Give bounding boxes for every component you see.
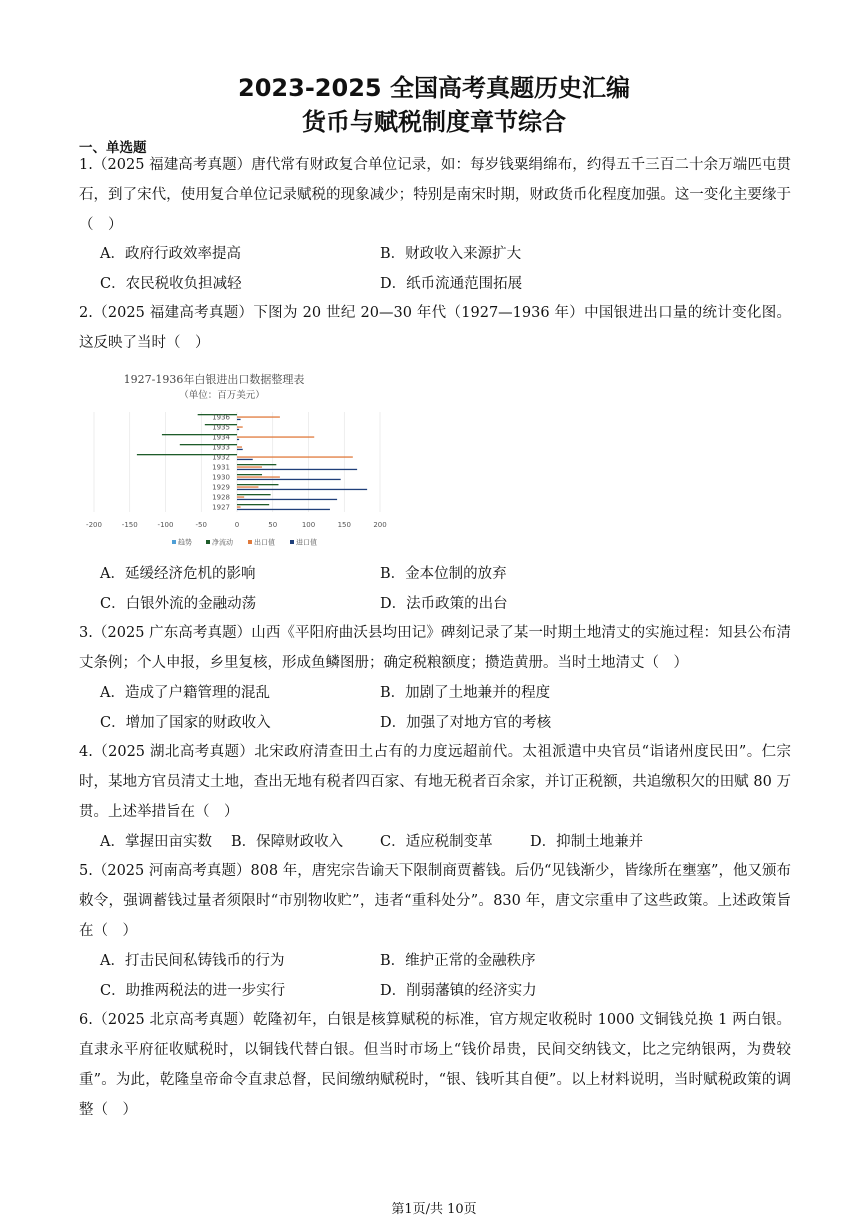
legend-swatch bbox=[206, 540, 210, 544]
q2-option-b: B．金本位制的放弃 bbox=[380, 566, 507, 582]
q3-option-b: B．加剧了土地兼并的程度 bbox=[380, 685, 551, 701]
bar-2-1936 bbox=[237, 419, 241, 420]
question-5-stem: 5.（2025 河南高考真题）808 年，唐宪宗告谕天下限制商贾蓄钱。后仍“见钱渐少，皆缘所在壅塞”，他又颁布敕令，强调蓄钱过量者须限时“市别物收贮”，违者“重科处分”。830 年，唐文宗重申了这些政策。上述政策旨在（ ） bbox=[79, 863, 791, 939]
bar-2-1927 bbox=[237, 509, 330, 510]
silver-trade-chart bbox=[82, 368, 392, 553]
bar-1-1931 bbox=[237, 466, 262, 467]
y-tick-label: 1930 bbox=[212, 473, 230, 482]
section-heading: 一、单选题 bbox=[79, 140, 147, 156]
legend-label: 净流动 bbox=[212, 538, 233, 547]
bar-1-1929 bbox=[237, 486, 258, 487]
x-tick-label: -50 bbox=[195, 521, 207, 529]
chart-y-labels bbox=[212, 413, 230, 511]
bar-0-1931 bbox=[237, 464, 276, 465]
q5-option-b: B．维护正常的金融秩序 bbox=[380, 953, 536, 969]
y-tick-label: 1927 bbox=[212, 503, 230, 512]
chart-subtitle: （单位：百万美元） bbox=[179, 390, 265, 401]
bar-0-1930 bbox=[237, 474, 262, 475]
q1-option-d: D．纸币流通范围拓展 bbox=[380, 276, 523, 292]
bar-2-1933 bbox=[237, 449, 243, 450]
question-4-stem: 4.（2025 湖北高考真题）北宋政府清查田土占有的力度远超前代。太祖派遣中央官员“诣诸州度民田”。仁宗时，某地方官员清丈土地，查出无地有税者四百家、有地无税者百余家，并订正税额，共追缴积欠的田赋 80 万贯。上述举措旨在（ ） bbox=[79, 744, 791, 820]
legend-label: 进口值 bbox=[296, 538, 317, 547]
question-6-stem: 6.（2025 北京高考真题）乾隆初年，白银是核算赋税的标准，官方规定收税时 1000 文铜钱兑换 1 两白银。直隶永平府征收赋税时，以铜钱代替白银。但当时市场上“钱价昂贵，民间交纳钱文，比之完纳银两，为费较重”。为此，乾隆皇帝命令直隶总督，民间缴纳赋税时，“银、钱听其自便”。以上材料说明，当时赋税政策的调整（ ） bbox=[79, 1012, 791, 1118]
y-tick-label: 1935 bbox=[212, 423, 230, 432]
bar-2-1930 bbox=[237, 479, 341, 480]
chart-x-labels bbox=[86, 521, 387, 529]
doc-title-line2: 货币与赋税制度章节综合 bbox=[302, 108, 566, 136]
q4-option-b: B．保障财政收入 bbox=[231, 834, 344, 850]
x-tick-label: -100 bbox=[157, 521, 174, 529]
x-tick-label: 50 bbox=[268, 521, 278, 529]
y-tick-label: 1936 bbox=[212, 413, 230, 422]
q5-option-c: C．助推两税法的进一步实行 bbox=[100, 983, 286, 999]
y-tick-label: 1933 bbox=[212, 443, 230, 452]
bar-0-1928 bbox=[237, 494, 271, 495]
chart-legend bbox=[172, 538, 317, 547]
y-tick-label: 1931 bbox=[212, 463, 230, 472]
bar-1-1930 bbox=[237, 476, 280, 477]
q3-option-c: C．增加了国家的财政收入 bbox=[100, 715, 271, 731]
page-footer: 第1页/共 10页 bbox=[391, 1202, 477, 1217]
x-tick-label: -200 bbox=[86, 521, 102, 529]
q2-option-a: A．延缓经济危机的影响 bbox=[100, 566, 256, 582]
legend-label: 出口值 bbox=[254, 538, 275, 547]
x-tick-label: 0 bbox=[234, 521, 240, 529]
bar-1-1932 bbox=[237, 456, 353, 457]
q2-option-d: D．法币政策的出台 bbox=[380, 596, 508, 612]
q2-option-c: C．白银外流的金融动荡 bbox=[100, 596, 257, 612]
q1-option-b: B．财政收入来源扩大 bbox=[380, 246, 522, 262]
question-2-stem: 2.（2025 福建高考真题）下图为 20 世纪 20—30 年代（1927—1936 年）中国银进出口量的统计变化图。这反映了当时（ ） bbox=[79, 305, 791, 351]
bar-2-1928 bbox=[237, 499, 337, 500]
y-tick-label: 1932 bbox=[212, 453, 230, 462]
y-tick-label: 1934 bbox=[212, 433, 230, 442]
y-tick-label: 1929 bbox=[212, 483, 230, 492]
y-tick-label: 1928 bbox=[212, 493, 230, 502]
q5-option-a: A．打击民间私铸钱币的行为 bbox=[100, 953, 285, 969]
question-3-stem: 3.（2025 广东高考真题）山西《平阳府曲沃县均田记》碑刻记录了某一时期土地清丈的实施过程：知县公布清丈条例；个人申报，乡里复核，形成鱼鳞图册；确定税粮额度；攒造黄册。当时土地清丈（ ） bbox=[79, 625, 791, 671]
q4-option-c: C．适应税制变革 bbox=[380, 834, 493, 850]
q3-option-a: A．造成了户籍管理的混乱 bbox=[100, 685, 270, 701]
question-1-stem: 1.（2025 福建高考真题）唐代常有财政复合单位记录，如：每岁钱粟绢绵布，约得五千三百二十余万端匹屯贯石，到了宋代，使用复合单位记录赋税的现象减少；特别是南宋时期，财政货币化程度加强。这一变化主要缘于（ ） bbox=[79, 157, 791, 233]
q4-option-a: A．掌握田亩实数 bbox=[100, 834, 212, 850]
legend-swatch bbox=[172, 540, 176, 544]
bar-2-1932 bbox=[237, 459, 253, 460]
bar-1-1927 bbox=[237, 506, 241, 507]
x-tick-label: 150 bbox=[337, 521, 351, 529]
bar-2-1934 bbox=[237, 439, 239, 440]
q1-option-c: C．农民税收负担减轻 bbox=[100, 276, 242, 292]
x-tick-label: 100 bbox=[301, 521, 316, 529]
legend-swatch bbox=[290, 540, 294, 544]
legend-swatch bbox=[248, 540, 252, 544]
q4-option-d: D．抑制土地兼并 bbox=[530, 834, 644, 850]
doc-title-line1: 2023-2025 全国高考真题历史汇编 bbox=[238, 74, 630, 102]
q3-option-d: D．加强了对地方官的考核 bbox=[380, 715, 552, 731]
bar-2-1929 bbox=[237, 489, 367, 490]
chart-title: 1927-1936年白银进出口数据整理表 bbox=[123, 373, 305, 386]
bar-2-1935 bbox=[237, 429, 239, 430]
bar-1-1928 bbox=[237, 496, 244, 497]
bar-0-1929 bbox=[237, 484, 278, 485]
bar-1-1936 bbox=[237, 416, 280, 417]
bar-0-1927 bbox=[237, 504, 269, 505]
bar-2-1931 bbox=[237, 469, 357, 470]
q1-option-a: A．政府行政效率提高 bbox=[100, 246, 241, 262]
bar-1-1933 bbox=[237, 446, 242, 447]
bar-1-1935 bbox=[237, 426, 243, 427]
q5-option-d: D．削弱藩镇的经济实力 bbox=[380, 983, 537, 999]
legend-label: 趋势 bbox=[178, 538, 192, 547]
chart-bars bbox=[137, 414, 367, 510]
x-tick-label: -150 bbox=[121, 521, 138, 529]
x-tick-label: 200 bbox=[373, 521, 387, 529]
bar-1-1934 bbox=[237, 436, 314, 437]
